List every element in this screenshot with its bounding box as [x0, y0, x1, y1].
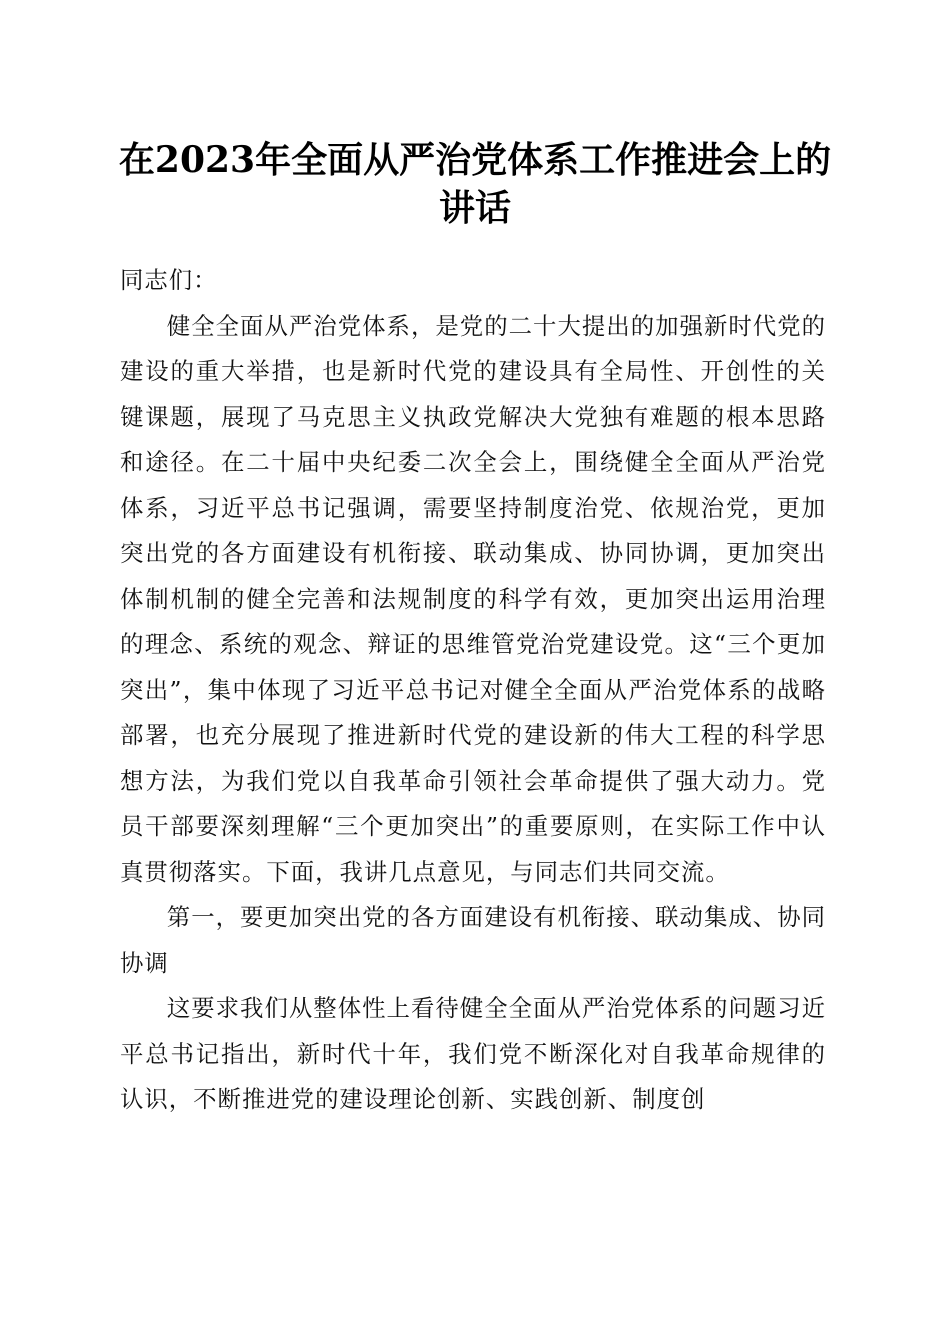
intro-paragraph: 健全全面从严治党体系，是党的二十大提出的加强新时代党的建设的重大举措，也是新时代党的建设具有全局性、开创性的关键课题，展现了马克思主义执政党解决大党独有难题的根本思路和途径。在二十届中央纪委二次全会上，围绕健全全面从严治党体系，习近平总书记强调，需要坚持制度治党、依规治党，更加突出党的各方面建设有机衔接、联动集成、协同协调，更加突出体制机制的健全完善和法规制度的科学有效，更加突出运用治理的理念、系统的观念、辩证的思维管党治党建设党。这“三个更加突出”，集中体现了习近平总书记对健全全面从严治党体系的战略部署，也充分展现了推进新时代党的建设新的伟大工程的科学思想方法，为我们党以自我革命引领社会革命提供了强大动力。党员干部要深刻理解“三个更加突出”的重要原则，在实际工作中认真贯彻落实。下面，我讲几点意见，与同志们共同交流。 [120, 311, 826, 886]
document-body [120, 258, 826, 1123]
section-heading-1: 第一，要更加突出党的各方面建设有机衔接、联动集成、协同协调 [120, 903, 826, 977]
section-1-paragraph: 这要求我们从整体性上看待健全全面从严治党体系的问题习近平总书记指出，新时代十年，我们党不断深化对自我革命规律的认识，不断推进党的建设理论创新、实践创新、制度创 [120, 994, 826, 1113]
document-title: 在2023年全面从严治党体系工作推进会上的讲话 [118, 139, 832, 229]
salutation: 同志们： [120, 266, 218, 294]
